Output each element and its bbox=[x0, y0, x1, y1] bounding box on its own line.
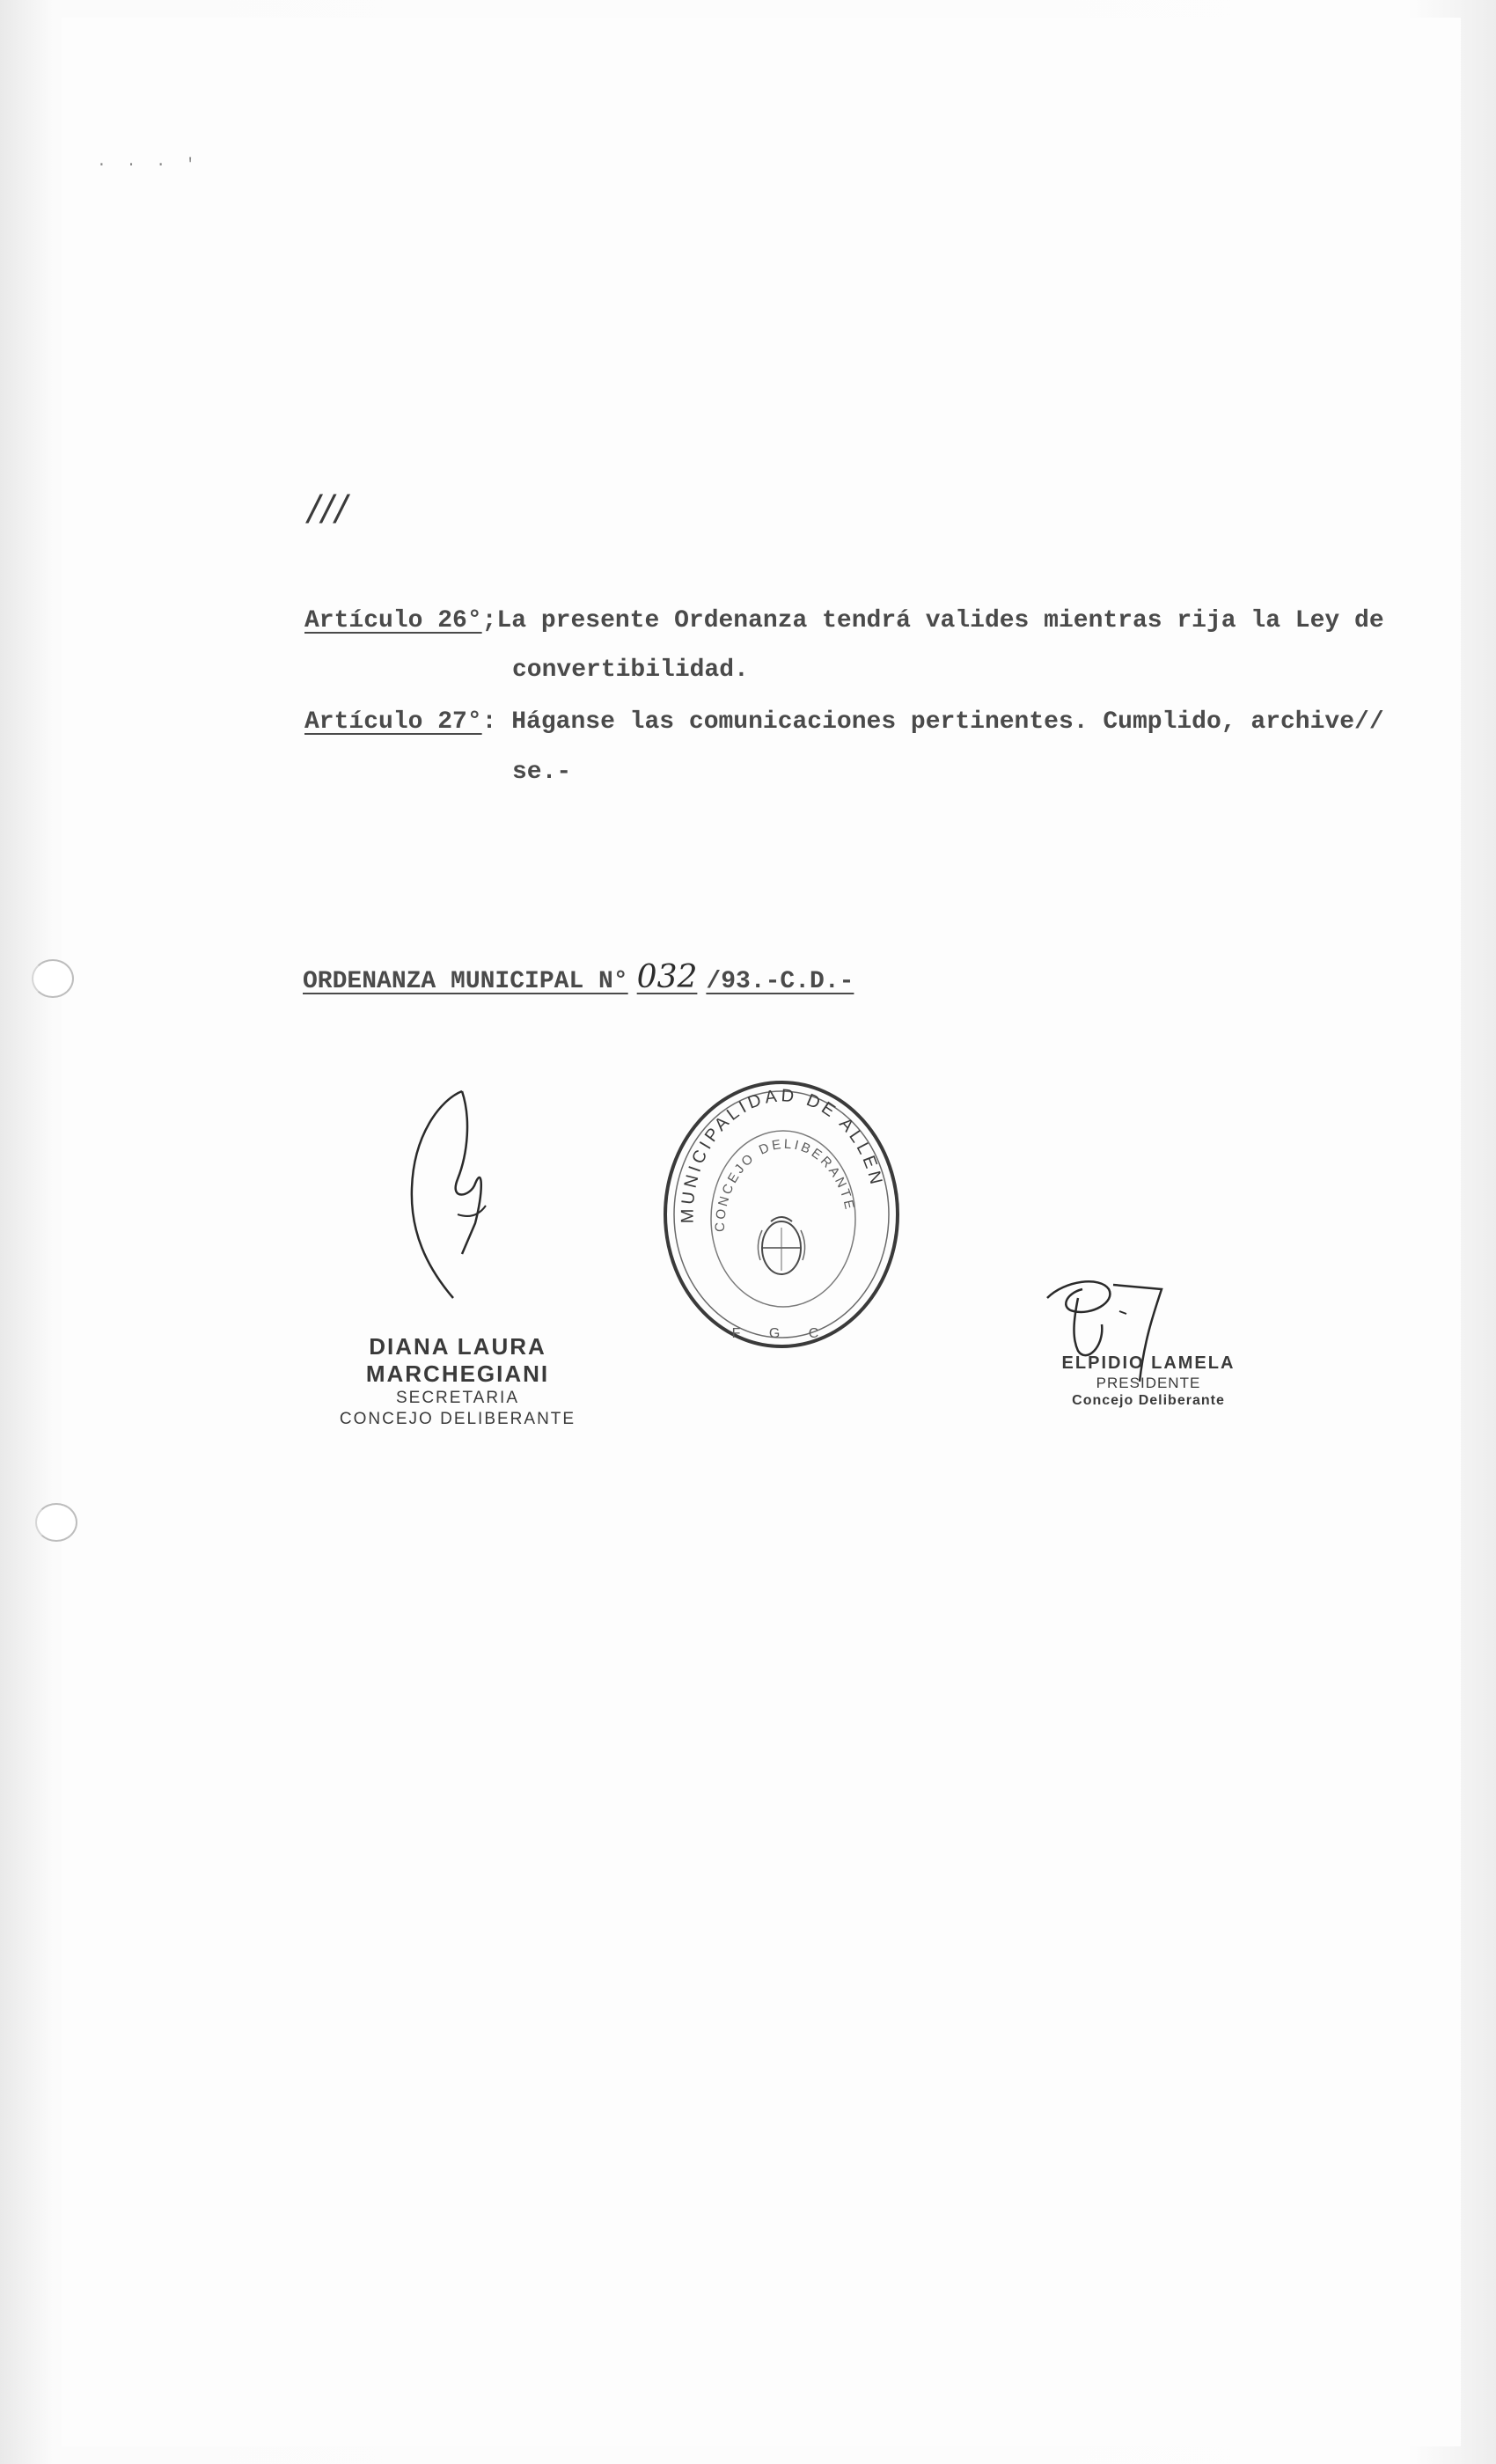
article-26-line-2: convertibilidad. bbox=[512, 656, 749, 684]
secretary-body: CONCEJO DELIBERANTE bbox=[339, 1410, 576, 1428]
ordinance-number-line bbox=[303, 959, 854, 995]
secretary-signature-block bbox=[290, 1333, 625, 1430]
article-27-separator: : bbox=[481, 708, 497, 736]
article-27-line-1 bbox=[304, 708, 1384, 736]
president-role: PRESIDENTE bbox=[1096, 1375, 1201, 1391]
seal-outer-text: MUNICIPALIDAD DE ALLEN bbox=[678, 1086, 887, 1224]
ordinance-prefix: ORDENANZA MUNICIPAL N° bbox=[303, 968, 628, 995]
secretary-role: SECRETARIA bbox=[395, 1389, 519, 1407]
coat-of-arms-icon bbox=[758, 1217, 804, 1274]
article-27-text-1: Háganse las comunicaciones pertinentes. Cumplido, archive// bbox=[496, 708, 1384, 736]
seal-bottom-text: F G C bbox=[731, 1326, 832, 1341]
seal-inner-text: CONCEJO DELIBERANTE bbox=[712, 1136, 858, 1233]
ordinance-suffix: /93.-C.D.- bbox=[706, 968, 854, 995]
article-26-label: Artículo 26° bbox=[304, 607, 482, 634]
president-signature-block bbox=[1038, 1353, 1258, 1409]
article-26-separator: ; bbox=[481, 607, 497, 634]
municipal-seal bbox=[658, 1074, 905, 1355]
continuation-mark: /// bbox=[308, 488, 349, 529]
president-body: Concejo Deliberante bbox=[1072, 1393, 1225, 1408]
article-27-line-2: se.- bbox=[512, 759, 572, 786]
punch-hole-top bbox=[32, 959, 74, 998]
secretary-signature bbox=[387, 1082, 510, 1311]
secretary-name: DIANA LAURA MARCHEGIANI bbox=[365, 1333, 550, 1387]
article-27-label: Artículo 27° bbox=[304, 708, 482, 736]
article-26-text-1: La presente Ordenanza tendrá valides mientras rija la Ley de bbox=[496, 607, 1384, 634]
punch-hole-bottom bbox=[35, 1503, 77, 1542]
article-26-line-1 bbox=[304, 607, 1384, 634]
president-name: ELPIDIO LAMELA bbox=[1061, 1353, 1236, 1373]
ordinance-handwritten-number: 032 bbox=[636, 959, 698, 995]
corner-marks: · · · ' bbox=[97, 157, 201, 174]
